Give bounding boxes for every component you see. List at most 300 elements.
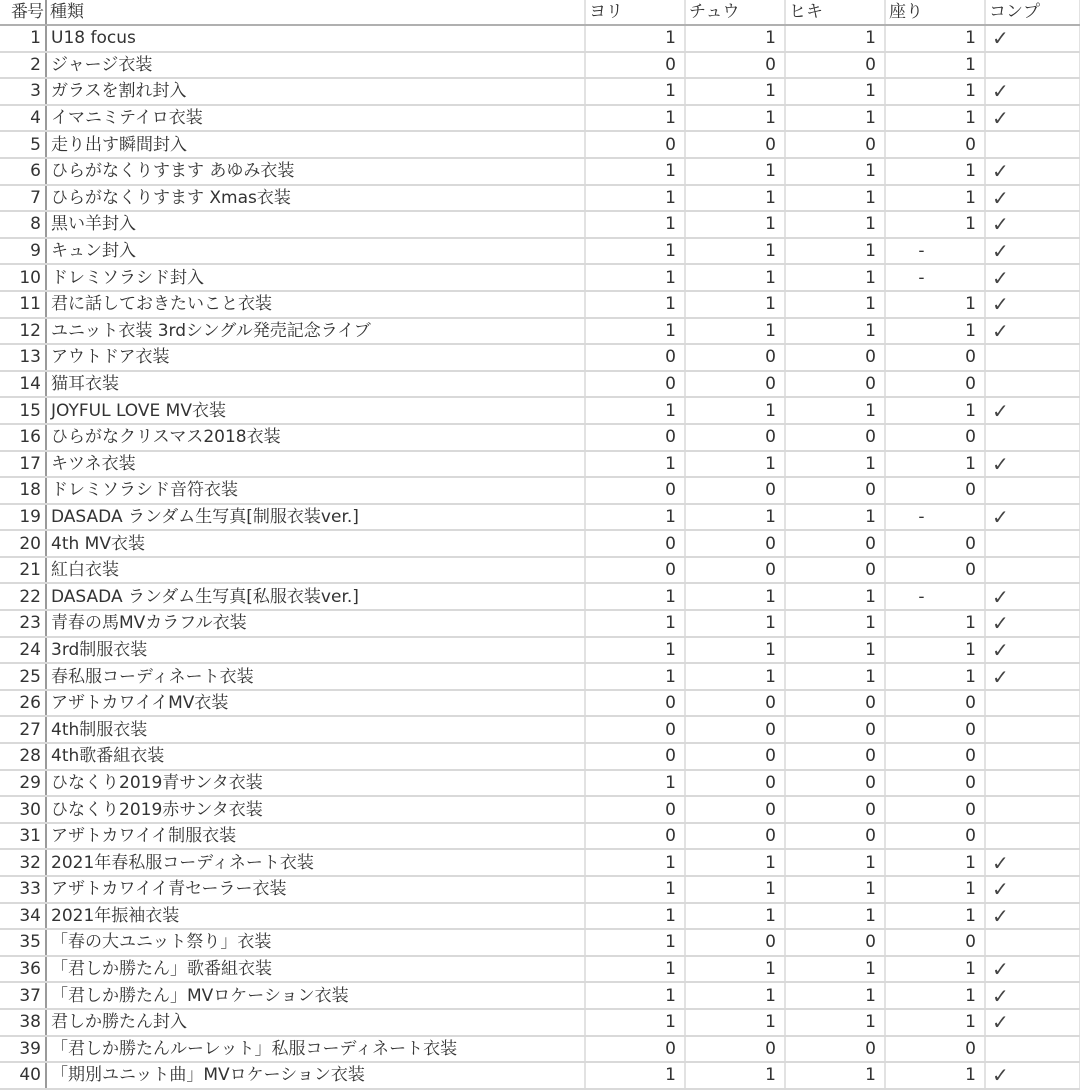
chu-cell[interactable]: 0 bbox=[685, 52, 785, 79]
suwari-cell[interactable]: 1 bbox=[885, 78, 985, 105]
complete-check-icon[interactable]: ✓ bbox=[985, 1062, 1080, 1089]
yori-cell[interactable]: 0 bbox=[585, 477, 685, 504]
type-name-cell[interactable]: ドレミソラシド封入 bbox=[46, 264, 585, 291]
suwari-cell[interactable]: - bbox=[885, 264, 985, 291]
chu-cell[interactable]: 0 bbox=[685, 716, 785, 743]
yori-cell[interactable]: 1 bbox=[585, 264, 685, 291]
hiki-cell[interactable]: 1 bbox=[785, 451, 885, 478]
hiki-cell[interactable]: 1 bbox=[785, 663, 885, 690]
suwari-cell[interactable]: 0 bbox=[885, 743, 985, 770]
chu-cell[interactable]: 0 bbox=[685, 477, 785, 504]
type-name-cell[interactable]: 「君しか勝たんルーレット」私服コーディネート衣装 bbox=[46, 1036, 585, 1063]
type-name-cell[interactable]: 2021年振袖衣装 bbox=[46, 903, 585, 930]
chu-cell[interactable]: 1 bbox=[685, 78, 785, 105]
row-number-cell[interactable]: 14 bbox=[0, 371, 46, 398]
row-number-cell[interactable]: 1 bbox=[0, 25, 46, 52]
type-name-cell[interactable]: ひらがなくりすます Xmas衣装 bbox=[46, 185, 585, 212]
suwari-cell[interactable]: 0 bbox=[885, 823, 985, 850]
chu-cell[interactable]: 1 bbox=[685, 397, 785, 424]
hiki-cell[interactable]: 0 bbox=[785, 690, 885, 717]
complete-check-icon[interactable]: ✓ bbox=[985, 264, 1080, 291]
row-number-cell[interactable]: 38 bbox=[0, 1009, 46, 1036]
chu-cell[interactable]: 1 bbox=[685, 291, 785, 318]
row-number-cell[interactable]: 12 bbox=[0, 318, 46, 345]
yori-cell[interactable]: 1 bbox=[585, 238, 685, 265]
type-name-cell[interactable]: 「君しか勝たん」MVロケーション衣装 bbox=[46, 982, 585, 1009]
complete-check-icon[interactable] bbox=[985, 557, 1080, 584]
type-name-cell[interactable]: ユニット衣装 3rdシングル発売記念ライブ bbox=[46, 318, 585, 345]
type-name-cell[interactable]: DASADA ランダム生写真[制服衣装ver.] bbox=[46, 504, 585, 531]
complete-check-icon[interactable] bbox=[985, 52, 1080, 79]
row-number-cell[interactable]: 7 bbox=[0, 185, 46, 212]
type-name-cell[interactable]: 君しか勝たん封入 bbox=[46, 1009, 585, 1036]
hiki-cell[interactable]: 1 bbox=[785, 397, 885, 424]
suwari-cell[interactable]: 0 bbox=[885, 344, 985, 371]
row-number-cell[interactable]: 5 bbox=[0, 131, 46, 158]
complete-check-icon[interactable] bbox=[985, 690, 1080, 717]
row-number-cell[interactable]: 29 bbox=[0, 770, 46, 797]
chu-cell[interactable]: 0 bbox=[685, 424, 785, 451]
row-number-cell[interactable]: 35 bbox=[0, 929, 46, 956]
chu-cell[interactable]: 0 bbox=[685, 371, 785, 398]
yori-cell[interactable]: 0 bbox=[585, 344, 685, 371]
complete-check-icon[interactable]: ✓ bbox=[985, 876, 1080, 903]
type-name-cell[interactable]: 「春の大ユニット祭り」衣装 bbox=[46, 929, 585, 956]
table-row bbox=[0, 291, 1080, 318]
yori-cell[interactable]: 0 bbox=[585, 131, 685, 158]
suwari-cell[interactable]: 1 bbox=[885, 397, 985, 424]
complete-check-icon[interactable] bbox=[985, 131, 1080, 158]
header-yori[interactable]: ヨリ bbox=[585, 0, 685, 25]
chu-cell[interactable]: 0 bbox=[685, 796, 785, 823]
suwari-cell[interactable]: 1 bbox=[885, 318, 985, 345]
yori-cell[interactable]: 1 bbox=[585, 1009, 685, 1036]
hiki-cell[interactable]: 0 bbox=[785, 344, 885, 371]
hiki-cell[interactable]: 0 bbox=[785, 52, 885, 79]
row-number-cell[interactable]: 9 bbox=[0, 238, 46, 265]
hiki-cell[interactable]: 0 bbox=[785, 477, 885, 504]
hiki-cell[interactable]: 0 bbox=[785, 530, 885, 557]
type-name-cell[interactable]: 春私服コーディネート衣装 bbox=[46, 663, 585, 690]
suwari-cell[interactable]: 1 bbox=[885, 185, 985, 212]
yori-cell[interactable]: 0 bbox=[585, 557, 685, 584]
suwari-cell[interactable]: 0 bbox=[885, 716, 985, 743]
complete-check-icon[interactable]: ✓ bbox=[985, 318, 1080, 345]
header-chu[interactable]: チュウ bbox=[685, 0, 785, 25]
hiki-cell[interactable]: 1 bbox=[785, 264, 885, 291]
chu-cell[interactable]: 1 bbox=[685, 610, 785, 637]
complete-check-icon[interactable]: ✓ bbox=[985, 610, 1080, 637]
table-row bbox=[0, 796, 1080, 823]
yori-cell[interactable]: 1 bbox=[585, 1062, 685, 1089]
complete-check-icon[interactable]: ✓ bbox=[985, 211, 1080, 238]
chu-cell[interactable]: 0 bbox=[685, 131, 785, 158]
hiki-cell[interactable]: 0 bbox=[785, 716, 885, 743]
yori-cell[interactable]: 1 bbox=[585, 451, 685, 478]
complete-check-icon[interactable]: ✓ bbox=[985, 451, 1080, 478]
hiki-cell[interactable]: 0 bbox=[785, 424, 885, 451]
type-name-cell[interactable]: キュン封入 bbox=[46, 238, 585, 265]
yori-cell[interactable]: 0 bbox=[585, 796, 685, 823]
suwari-cell[interactable]: 0 bbox=[885, 690, 985, 717]
chu-cell[interactable]: 0 bbox=[685, 743, 785, 770]
suwari-cell[interactable]: 0 bbox=[885, 477, 985, 504]
suwari-cell[interactable]: 0 bbox=[885, 371, 985, 398]
suwari-cell[interactable]: 0 bbox=[885, 796, 985, 823]
yori-cell[interactable]: 0 bbox=[585, 690, 685, 717]
hiki-cell[interactable]: 1 bbox=[785, 849, 885, 876]
hiki-cell[interactable]: 1 bbox=[785, 504, 885, 531]
type-name-cell[interactable]: アウトドア衣装 bbox=[46, 344, 585, 371]
suwari-cell[interactable]: 1 bbox=[885, 610, 985, 637]
yori-cell[interactable]: 1 bbox=[585, 318, 685, 345]
complete-check-icon[interactable] bbox=[985, 1036, 1080, 1063]
type-name-cell[interactable]: ジャージ衣装 bbox=[46, 52, 585, 79]
header-hiki[interactable]: ヒキ bbox=[785, 0, 885, 25]
row-number-cell[interactable]: 20 bbox=[0, 530, 46, 557]
yori-cell[interactable]: 1 bbox=[585, 982, 685, 1009]
hiki-cell[interactable]: 1 bbox=[785, 1009, 885, 1036]
type-name-cell[interactable]: 走り出す瞬間封入 bbox=[46, 131, 585, 158]
complete-check-icon[interactable]: ✓ bbox=[985, 105, 1080, 132]
hiki-cell[interactable]: 1 bbox=[785, 903, 885, 930]
header-comp[interactable]: コンプ bbox=[985, 0, 1080, 25]
type-name-cell[interactable]: 4th制服衣装 bbox=[46, 716, 585, 743]
complete-check-icon[interactable]: ✓ bbox=[985, 1009, 1080, 1036]
chu-cell[interactable]: 1 bbox=[685, 318, 785, 345]
yori-cell[interactable]: 0 bbox=[585, 424, 685, 451]
yori-cell[interactable]: 0 bbox=[585, 530, 685, 557]
complete-check-icon[interactable] bbox=[985, 530, 1080, 557]
complete-check-icon[interactable]: ✓ bbox=[985, 903, 1080, 930]
complete-check-icon[interactable]: ✓ bbox=[985, 78, 1080, 105]
chu-cell[interactable]: 1 bbox=[685, 903, 785, 930]
hiki-cell[interactable]: 1 bbox=[785, 318, 885, 345]
suwari-cell[interactable]: 1 bbox=[885, 849, 985, 876]
yori-cell[interactable]: 1 bbox=[585, 903, 685, 930]
row-number-cell[interactable]: 22 bbox=[0, 583, 46, 610]
table-row bbox=[0, 663, 1080, 690]
complete-check-icon[interactable]: ✓ bbox=[985, 185, 1080, 212]
complete-check-icon[interactable]: ✓ bbox=[985, 158, 1080, 185]
row-number-cell[interactable]: 37 bbox=[0, 982, 46, 1009]
type-name-cell[interactable]: ひなくり2019青サンタ衣装 bbox=[46, 770, 585, 797]
row-number-cell[interactable]: 13 bbox=[0, 344, 46, 371]
yori-cell[interactable]: 1 bbox=[585, 397, 685, 424]
chu-cell[interactable]: 1 bbox=[685, 876, 785, 903]
hiki-cell[interactable]: 0 bbox=[785, 796, 885, 823]
chu-cell[interactable]: 0 bbox=[685, 1036, 785, 1063]
yori-cell[interactable]: 1 bbox=[585, 849, 685, 876]
type-name-cell[interactable]: JOYFUL LOVE MV衣装 bbox=[46, 397, 585, 424]
chu-cell[interactable]: 1 bbox=[685, 583, 785, 610]
hiki-cell[interactable]: 0 bbox=[785, 1036, 885, 1063]
row-number-cell[interactable]: 23 bbox=[0, 610, 46, 637]
complete-check-icon[interactable]: ✓ bbox=[985, 663, 1080, 690]
header-number[interactable]: 番号 bbox=[0, 0, 46, 25]
row-number-cell[interactable]: 17 bbox=[0, 451, 46, 478]
row-number-cell[interactable]: 28 bbox=[0, 743, 46, 770]
complete-check-icon[interactable] bbox=[985, 716, 1080, 743]
row-number-cell[interactable]: 26 bbox=[0, 690, 46, 717]
chu-cell[interactable]: 0 bbox=[685, 557, 785, 584]
suwari-cell[interactable]: 1 bbox=[885, 982, 985, 1009]
hiki-cell[interactable]: 0 bbox=[785, 823, 885, 850]
type-name-cell[interactable]: ひらがなくりすます あゆみ衣装 bbox=[46, 158, 585, 185]
complete-check-icon[interactable]: ✓ bbox=[985, 238, 1080, 265]
table-row bbox=[0, 158, 1080, 185]
chu-cell[interactable]: 1 bbox=[685, 158, 785, 185]
complete-check-icon[interactable] bbox=[985, 371, 1080, 398]
suwari-cell[interactable]: 0 bbox=[885, 424, 985, 451]
suwari-cell[interactable]: 0 bbox=[885, 1036, 985, 1063]
suwari-cell[interactable]: 0 bbox=[885, 929, 985, 956]
yori-cell[interactable]: 1 bbox=[585, 25, 685, 52]
row-number-cell[interactable]: 11 bbox=[0, 291, 46, 318]
row-number-cell[interactable]: 3 bbox=[0, 78, 46, 105]
row-number-cell[interactable]: 40 bbox=[0, 1062, 46, 1089]
type-name-cell[interactable]: 猫耳衣装 bbox=[46, 371, 585, 398]
suwari-cell[interactable]: 0 bbox=[885, 131, 985, 158]
chu-cell[interactable]: 0 bbox=[685, 530, 785, 557]
chu-cell[interactable]: 1 bbox=[685, 105, 785, 132]
hiki-cell[interactable]: 1 bbox=[785, 637, 885, 664]
suwari-cell[interactable]: 1 bbox=[885, 451, 985, 478]
type-name-cell[interactable]: 4th歌番組衣装 bbox=[46, 743, 585, 770]
header-type[interactable]: 種類 bbox=[46, 0, 585, 25]
row-number-cell[interactable]: 39 bbox=[0, 1036, 46, 1063]
suwari-cell[interactable]: - bbox=[885, 238, 985, 265]
hiki-cell[interactable]: 1 bbox=[785, 238, 885, 265]
type-name-cell[interactable]: ひなくり2019赤サンタ衣装 bbox=[46, 796, 585, 823]
hiki-cell[interactable]: 1 bbox=[785, 876, 885, 903]
chu-cell[interactable]: 1 bbox=[685, 504, 785, 531]
yori-cell[interactable]: 0 bbox=[585, 716, 685, 743]
yori-cell[interactable]: 0 bbox=[585, 52, 685, 79]
hiki-cell[interactable]: 0 bbox=[785, 557, 885, 584]
row-number-cell[interactable]: 30 bbox=[0, 796, 46, 823]
yori-cell[interactable]: 1 bbox=[585, 504, 685, 531]
complete-check-icon[interactable]: ✓ bbox=[985, 956, 1080, 983]
suwari-cell[interactable]: 1 bbox=[885, 903, 985, 930]
row-number-cell[interactable]: 8 bbox=[0, 211, 46, 238]
table-row bbox=[0, 477, 1080, 504]
type-name-cell[interactable]: ガラスを割れ封入 bbox=[46, 78, 585, 105]
suwari-cell[interactable]: 0 bbox=[885, 530, 985, 557]
yori-cell[interactable]: 1 bbox=[585, 610, 685, 637]
yori-cell[interactable]: 1 bbox=[585, 929, 685, 956]
hiki-cell[interactable]: 0 bbox=[785, 371, 885, 398]
hiki-cell[interactable]: 1 bbox=[785, 982, 885, 1009]
type-name-cell[interactable]: アザトカワイイMV衣装 bbox=[46, 690, 585, 717]
chu-cell[interactable]: 0 bbox=[685, 823, 785, 850]
suwari-cell[interactable]: 1 bbox=[885, 637, 985, 664]
complete-check-icon[interactable] bbox=[985, 743, 1080, 770]
table-row bbox=[0, 264, 1080, 291]
suwari-cell[interactable]: 1 bbox=[885, 105, 985, 132]
header-row bbox=[0, 0, 1080, 25]
type-name-cell[interactable]: 「期別ユニット曲」MVロケーション衣装 bbox=[46, 1062, 585, 1089]
chu-cell[interactable]: 1 bbox=[685, 849, 785, 876]
suwari-cell[interactable]: 1 bbox=[885, 663, 985, 690]
yori-cell[interactable]: 0 bbox=[585, 823, 685, 850]
chu-cell[interactable]: 1 bbox=[685, 25, 785, 52]
hiki-cell[interactable]: 1 bbox=[785, 185, 885, 212]
type-name-cell[interactable]: U18 focus bbox=[46, 25, 585, 52]
complete-check-icon[interactable] bbox=[985, 424, 1080, 451]
row-number-cell[interactable]: 32 bbox=[0, 849, 46, 876]
hiki-cell[interactable]: 1 bbox=[785, 583, 885, 610]
row-number-cell[interactable]: 10 bbox=[0, 264, 46, 291]
row-number-cell[interactable]: 25 bbox=[0, 663, 46, 690]
type-name-cell[interactable]: 青春の馬MVカラフル衣装 bbox=[46, 610, 585, 637]
chu-cell[interactable]: 0 bbox=[685, 344, 785, 371]
chu-cell[interactable]: 0 bbox=[685, 690, 785, 717]
chu-cell[interactable]: 1 bbox=[685, 185, 785, 212]
row-number-cell[interactable]: 34 bbox=[0, 903, 46, 930]
table-row bbox=[0, 583, 1080, 610]
yori-cell[interactable]: 0 bbox=[585, 371, 685, 398]
chu-cell[interactable]: 1 bbox=[685, 637, 785, 664]
yori-cell[interactable]: 1 bbox=[585, 876, 685, 903]
complete-check-icon[interactable] bbox=[985, 344, 1080, 371]
type-name-cell[interactable]: 君に話しておきたいこと衣装 bbox=[46, 291, 585, 318]
row-number-cell[interactable]: 24 bbox=[0, 637, 46, 664]
table-row bbox=[0, 876, 1080, 903]
table-row bbox=[0, 716, 1080, 743]
suwari-cell[interactable]: - bbox=[885, 583, 985, 610]
complete-check-icon[interactable]: ✓ bbox=[985, 291, 1080, 318]
suwari-cell[interactable]: 1 bbox=[885, 25, 985, 52]
chu-cell[interactable]: 1 bbox=[685, 264, 785, 291]
chu-cell[interactable]: 1 bbox=[685, 238, 785, 265]
type-name-cell[interactable]: ひらがなクリスマス2018衣装 bbox=[46, 424, 585, 451]
hiki-cell[interactable]: 0 bbox=[785, 770, 885, 797]
complete-check-icon[interactable] bbox=[985, 770, 1080, 797]
type-name-cell[interactable]: アザトカワイイ青セーラー衣装 bbox=[46, 876, 585, 903]
row-number-cell[interactable]: 27 bbox=[0, 716, 46, 743]
type-name-cell[interactable]: 「君しか勝たん」歌番組衣装 bbox=[46, 956, 585, 983]
row-number-cell[interactable]: 16 bbox=[0, 424, 46, 451]
table-row bbox=[0, 185, 1080, 212]
row-number-cell[interactable]: 4 bbox=[0, 105, 46, 132]
hiki-cell[interactable]: 1 bbox=[785, 1062, 885, 1089]
yori-cell[interactable]: 1 bbox=[585, 770, 685, 797]
yori-cell[interactable]: 1 bbox=[585, 583, 685, 610]
row-number-cell[interactable]: 18 bbox=[0, 477, 46, 504]
complete-check-icon[interactable]: ✓ bbox=[985, 982, 1080, 1009]
chu-cell[interactable]: 1 bbox=[685, 211, 785, 238]
yori-cell[interactable]: 1 bbox=[585, 78, 685, 105]
type-name-cell[interactable]: アザトカワイイ制服衣装 bbox=[46, 823, 585, 850]
complete-check-icon[interactable]: ✓ bbox=[985, 637, 1080, 664]
suwari-cell[interactable]: 1 bbox=[885, 876, 985, 903]
yori-cell[interactable]: 1 bbox=[585, 291, 685, 318]
type-name-cell[interactable]: キツネ衣装 bbox=[46, 451, 585, 478]
complete-check-icon[interactable] bbox=[985, 929, 1080, 956]
row-number-cell[interactable]: 21 bbox=[0, 557, 46, 584]
suwari-cell[interactable]: 1 bbox=[885, 1062, 985, 1089]
hiki-cell[interactable]: 1 bbox=[785, 25, 885, 52]
suwari-cell[interactable]: 1 bbox=[885, 211, 985, 238]
row-number-cell[interactable]: 31 bbox=[0, 823, 46, 850]
suwari-cell[interactable]: 0 bbox=[885, 770, 985, 797]
yori-cell[interactable]: 0 bbox=[585, 743, 685, 770]
type-name-cell[interactable]: 3rd制服衣装 bbox=[46, 637, 585, 664]
complete-check-icon[interactable]: ✓ bbox=[985, 849, 1080, 876]
hiki-cell[interactable]: 1 bbox=[785, 956, 885, 983]
yori-cell[interactable]: 1 bbox=[585, 956, 685, 983]
suwari-cell[interactable]: 1 bbox=[885, 956, 985, 983]
chu-cell[interactable]: 1 bbox=[685, 982, 785, 1009]
hiki-cell[interactable]: 1 bbox=[785, 211, 885, 238]
chu-cell[interactable]: 1 bbox=[685, 1009, 785, 1036]
row-number-cell[interactable]: 36 bbox=[0, 956, 46, 983]
chu-cell[interactable]: 0 bbox=[685, 929, 785, 956]
hiki-cell[interactable]: 0 bbox=[785, 743, 885, 770]
yori-cell[interactable]: 0 bbox=[585, 1036, 685, 1063]
yori-cell[interactable]: 1 bbox=[585, 158, 685, 185]
row-number-cell[interactable]: 2 bbox=[0, 52, 46, 79]
type-name-cell[interactable]: 紅白衣装 bbox=[46, 557, 585, 584]
hiki-cell[interactable]: 1 bbox=[785, 291, 885, 318]
row-number-cell[interactable]: 15 bbox=[0, 397, 46, 424]
complete-check-icon[interactable] bbox=[985, 477, 1080, 504]
table-row bbox=[0, 743, 1080, 770]
row-number-cell[interactable]: 6 bbox=[0, 158, 46, 185]
suwari-cell[interactable]: 0 bbox=[885, 557, 985, 584]
suwari-cell[interactable]: - bbox=[885, 504, 985, 531]
type-name-cell[interactable]: DASADA ランダム生写真[私服衣装ver.] bbox=[46, 583, 585, 610]
type-name-cell[interactable]: 4th MV衣装 bbox=[46, 530, 585, 557]
complete-check-icon[interactable]: ✓ bbox=[985, 504, 1080, 531]
complete-check-icon[interactable]: ✓ bbox=[985, 583, 1080, 610]
chu-cell[interactable]: 1 bbox=[685, 451, 785, 478]
yori-cell[interactable]: 1 bbox=[585, 637, 685, 664]
table-row bbox=[0, 1009, 1080, 1036]
yori-cell[interactable]: 1 bbox=[585, 185, 685, 212]
hiki-cell[interactable]: 1 bbox=[785, 78, 885, 105]
yori-cell[interactable]: 1 bbox=[585, 105, 685, 132]
hiki-cell[interactable]: 1 bbox=[785, 158, 885, 185]
type-name-cell[interactable]: 黒い羊封入 bbox=[46, 211, 585, 238]
chu-cell[interactable]: 0 bbox=[685, 770, 785, 797]
row-number-cell[interactable]: 19 bbox=[0, 504, 46, 531]
suwari-cell[interactable]: 1 bbox=[885, 158, 985, 185]
type-name-cell[interactable]: イマニミテイロ衣装 bbox=[46, 105, 585, 132]
hiki-cell[interactable]: 0 bbox=[785, 131, 885, 158]
chu-cell[interactable]: 1 bbox=[685, 1062, 785, 1089]
type-name-cell[interactable]: ドレミソラシド音符衣装 bbox=[46, 477, 585, 504]
yori-cell[interactable]: 1 bbox=[585, 663, 685, 690]
row-number-cell[interactable]: 33 bbox=[0, 876, 46, 903]
complete-check-icon[interactable] bbox=[985, 796, 1080, 823]
chu-cell[interactable]: 1 bbox=[685, 956, 785, 983]
yori-cell[interactable]: 1 bbox=[585, 211, 685, 238]
complete-check-icon[interactable]: ✓ bbox=[985, 397, 1080, 424]
chu-cell[interactable]: 1 bbox=[685, 663, 785, 690]
complete-check-icon[interactable] bbox=[985, 823, 1080, 850]
hiki-cell[interactable]: 1 bbox=[785, 610, 885, 637]
complete-check-icon[interactable]: ✓ bbox=[985, 25, 1080, 52]
hiki-cell[interactable]: 0 bbox=[785, 929, 885, 956]
header-suwari[interactable]: 座り bbox=[885, 0, 985, 25]
suwari-cell[interactable]: 1 bbox=[885, 52, 985, 79]
suwari-cell[interactable]: 1 bbox=[885, 1009, 985, 1036]
hiki-cell[interactable]: 1 bbox=[785, 105, 885, 132]
suwari-cell[interactable]: 1 bbox=[885, 291, 985, 318]
type-name-cell[interactable]: 2021年春私服コーディネート衣装 bbox=[46, 849, 585, 876]
